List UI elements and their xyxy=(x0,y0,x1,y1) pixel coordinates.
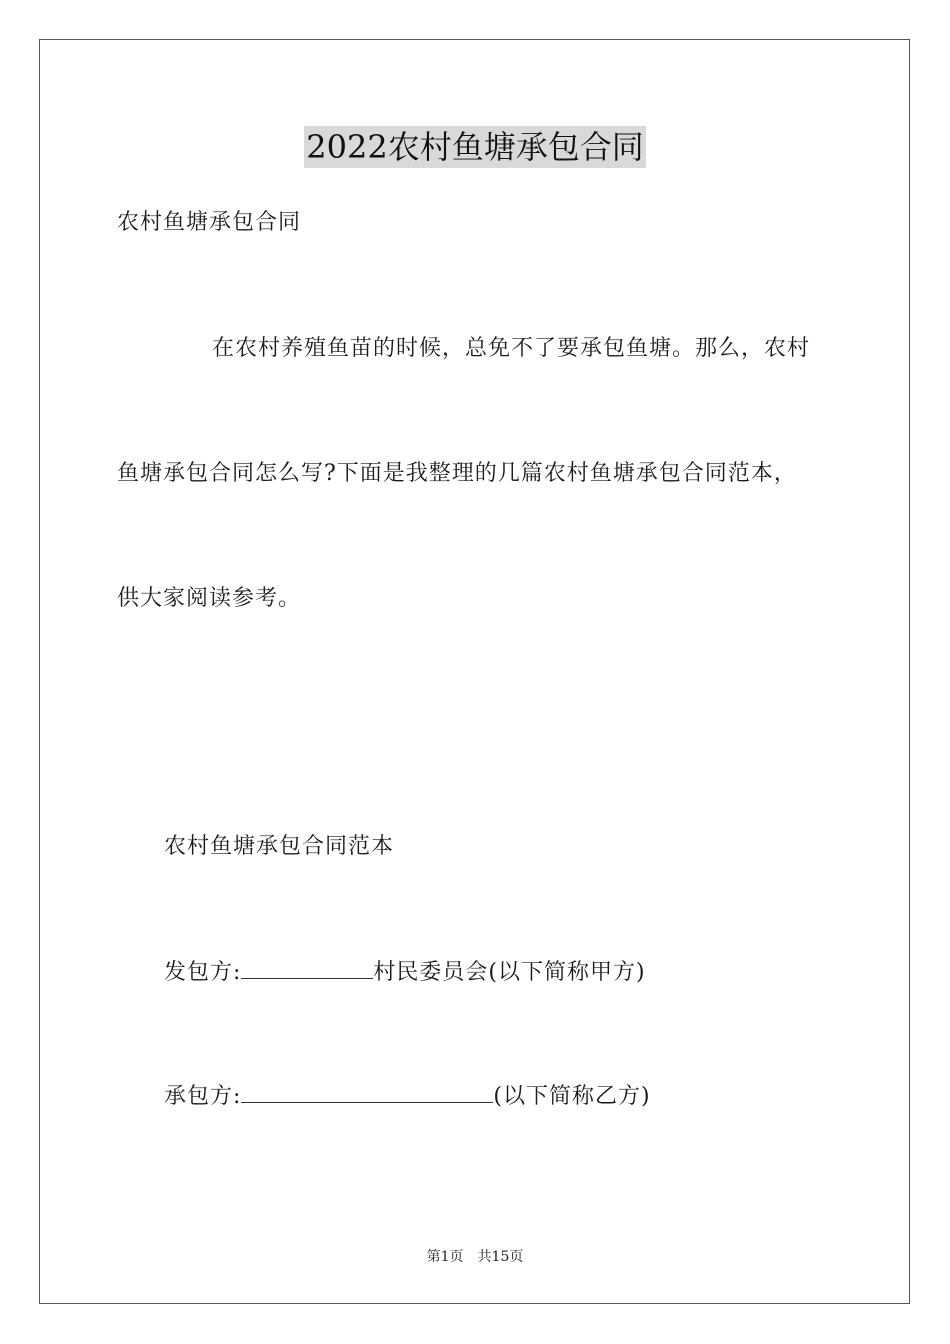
party-b-line xyxy=(164,1080,651,1112)
party-b-suffix: (以下简称乙方) xyxy=(493,1084,651,1109)
party-a-blank-field xyxy=(241,956,373,979)
title-container xyxy=(0,126,950,168)
section-heading: 农村鱼塘承包合同范本 xyxy=(164,834,395,859)
intro-paragraph-line-3: 供大家阅读参考。 xyxy=(117,586,302,611)
party-b-blank-field xyxy=(241,1080,493,1103)
party-b-label: 承包方: xyxy=(164,1084,242,1109)
party-a-line xyxy=(164,956,646,988)
intro-paragraph-line-1: 在农村养殖鱼苗的时候，总免不了要承包鱼塘。那么，农村 xyxy=(212,336,811,361)
party-a-label: 发包方: xyxy=(164,960,242,985)
page-current: 第1页 xyxy=(426,1249,464,1265)
page-total: 共15页 xyxy=(477,1249,524,1265)
page-footer xyxy=(0,1247,950,1267)
intro-paragraph-line-2: 鱼塘承包合同怎么写?下面是我整理的几篇农村鱼塘承包合同范本， xyxy=(117,461,797,486)
document-title: 2022农村鱼塘承包合同 xyxy=(306,128,644,166)
party-a-suffix: 村民委员会(以下简称甲方) xyxy=(373,960,646,985)
document-subtitle: 农村鱼塘承包合同 xyxy=(117,210,302,235)
